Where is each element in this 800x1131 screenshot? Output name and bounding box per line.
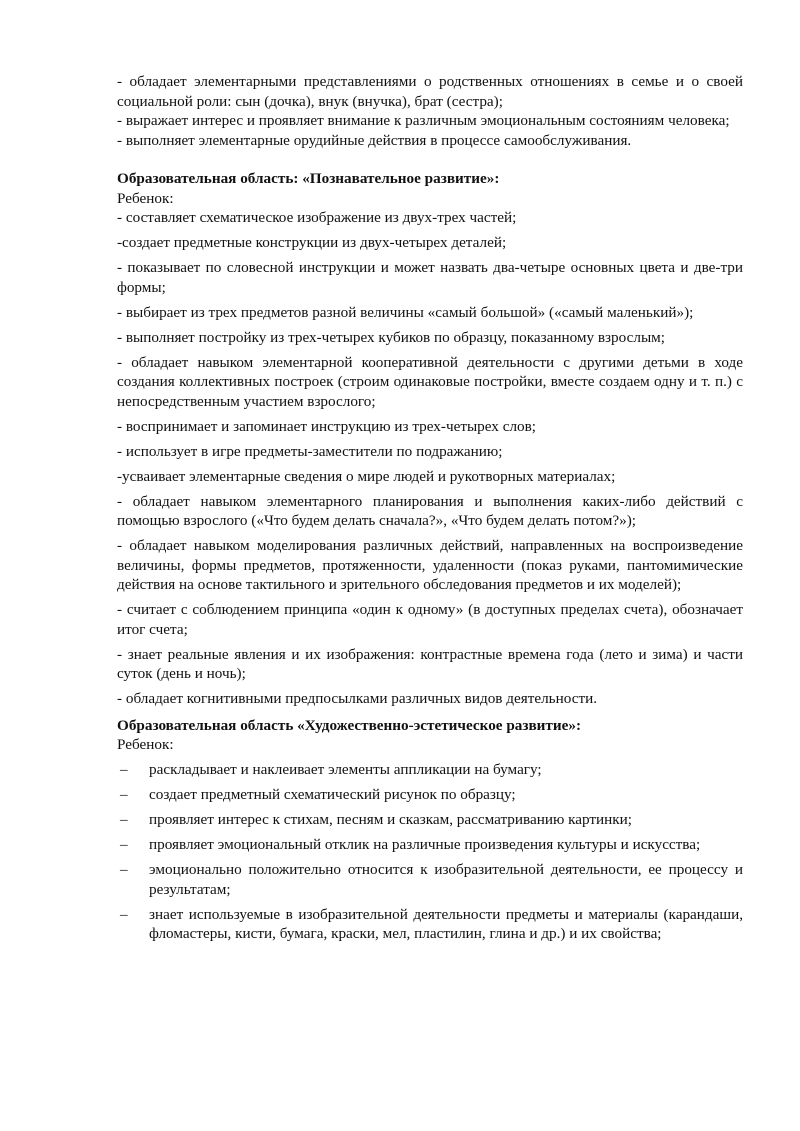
artistic-item-text: знает используемые в изобразительной деятельности предметы и материалы (карандаши, фломастеры, кисти, бумага, краски, мел, пластилин, глина и др.) и их свойства; xyxy=(149,905,743,942)
artistic-item-text: создает предметный схематический рисунок по образцу; xyxy=(149,786,516,803)
cognitive-item: - выполняет постройку из трех-четырех кубиков по образцу, показанному взрослым; xyxy=(117,328,665,346)
artistic-item-text: раскладывает и наклеивает элементы аппликации на бумагу; xyxy=(149,761,542,778)
artistic-list xyxy=(117,760,743,944)
document-page xyxy=(117,72,743,944)
cognitive-item: - обладает навыком элементарного планирования и выполнения каких-либо действий с помощью взрослого («Что будем делать сначала?», «Что будем делать потом?»); xyxy=(117,492,743,529)
artistic-item-text: проявляет интерес к стихам, песням и сказкам, рассматриванию картинки; xyxy=(149,811,633,828)
dash-bullet: – xyxy=(120,905,128,923)
dash-bullet: – xyxy=(120,861,128,878)
artistic-item-text: эмоционально положительно относится к изобразительной деятельности, ее процессу и результатам; xyxy=(149,861,743,898)
artistic-item xyxy=(117,860,743,899)
intro-item-emotions: - выражает интерес и проявляет внимание к различным эмоциональным состояниям человека; xyxy=(117,112,730,129)
artistic-item xyxy=(117,835,743,855)
artistic-subject: Ребенок: xyxy=(117,736,174,753)
cognitive-item: - использует в игре предметы-заместители по подражанию; xyxy=(117,442,503,460)
cognitive-item: - считает с соблюдением принципа «один к одному» (в доступных пределах счета), обозначает итог счета; xyxy=(117,601,743,638)
cognitive-item: - составляет схематическое изображение из двух-трех частей; xyxy=(117,209,517,226)
artistic-item-text: проявляет эмоциональный отклик на различные произведения культуры и искусства; xyxy=(149,836,701,853)
cognitive-subject: Ребенок: xyxy=(117,189,174,207)
cognitive-item: - показывает по словесной инструкции и может назвать два-четыре основных цвета и две-три формы; xyxy=(117,259,743,296)
artistic-item xyxy=(117,760,743,780)
cognitive-item: - обладает навыком моделирования различных действий, направленных на воспроизведение величины, формы предметов, протяженности, удаленности (показ руками, пантомимические действия на основе тактильного и зрительного обследования предметов и их моделей); xyxy=(117,537,743,593)
artistic-item xyxy=(117,810,743,830)
artistic-heading: Образовательная область «Художественно-эстетическое развитие»: xyxy=(117,716,582,734)
cognitive-item: -создает предметные конструкции из двух-четырех деталей; xyxy=(117,234,507,251)
cognitive-item: - обладает когнитивными предпосылками различных видов деятельности. xyxy=(117,690,598,707)
cognitive-item: - выбирает из трех предметов разной величины «самый большой» («самый маленький»); xyxy=(117,303,694,321)
cognitive-item: - знает реальные явления и их изображения: контрастные времена года (лето и зима) и части суток (день и ночь); xyxy=(117,645,743,682)
cognitive-item: -усваивает элементарные сведения о мире людей и рукотворных материалах; xyxy=(117,467,616,485)
cognitive-item: - воспринимает и запоминает инструкцию из трех-четырех слов; xyxy=(117,417,537,435)
artistic-item xyxy=(117,905,743,944)
dash-bullet: – xyxy=(120,811,128,828)
cognitive-item: - обладает навыком элементарной кооперативной деятельности с другими детьми в ходе создания коллективных построек (строим одинаковые постройки, вместе создаем одну и т. п.) с непосредственным участием взрослого; xyxy=(117,353,743,410)
artistic-item xyxy=(117,785,743,805)
cognitive-heading: Образовательная область: «Познавательное развитие»: xyxy=(117,170,500,187)
dash-bullet: – xyxy=(120,786,128,803)
dash-bullet: – xyxy=(120,836,128,853)
intro-item-selfcare: - выполняет элементарные орудийные действия в процессе самообслуживания. xyxy=(117,131,632,149)
intro-item-family: - обладает элементарными представлениями о родственных отношениях в семье и о своей социальной роли: сын (дочка), внук (внучка), брат (сестра); xyxy=(117,73,743,110)
dash-bullet: – xyxy=(120,761,128,778)
